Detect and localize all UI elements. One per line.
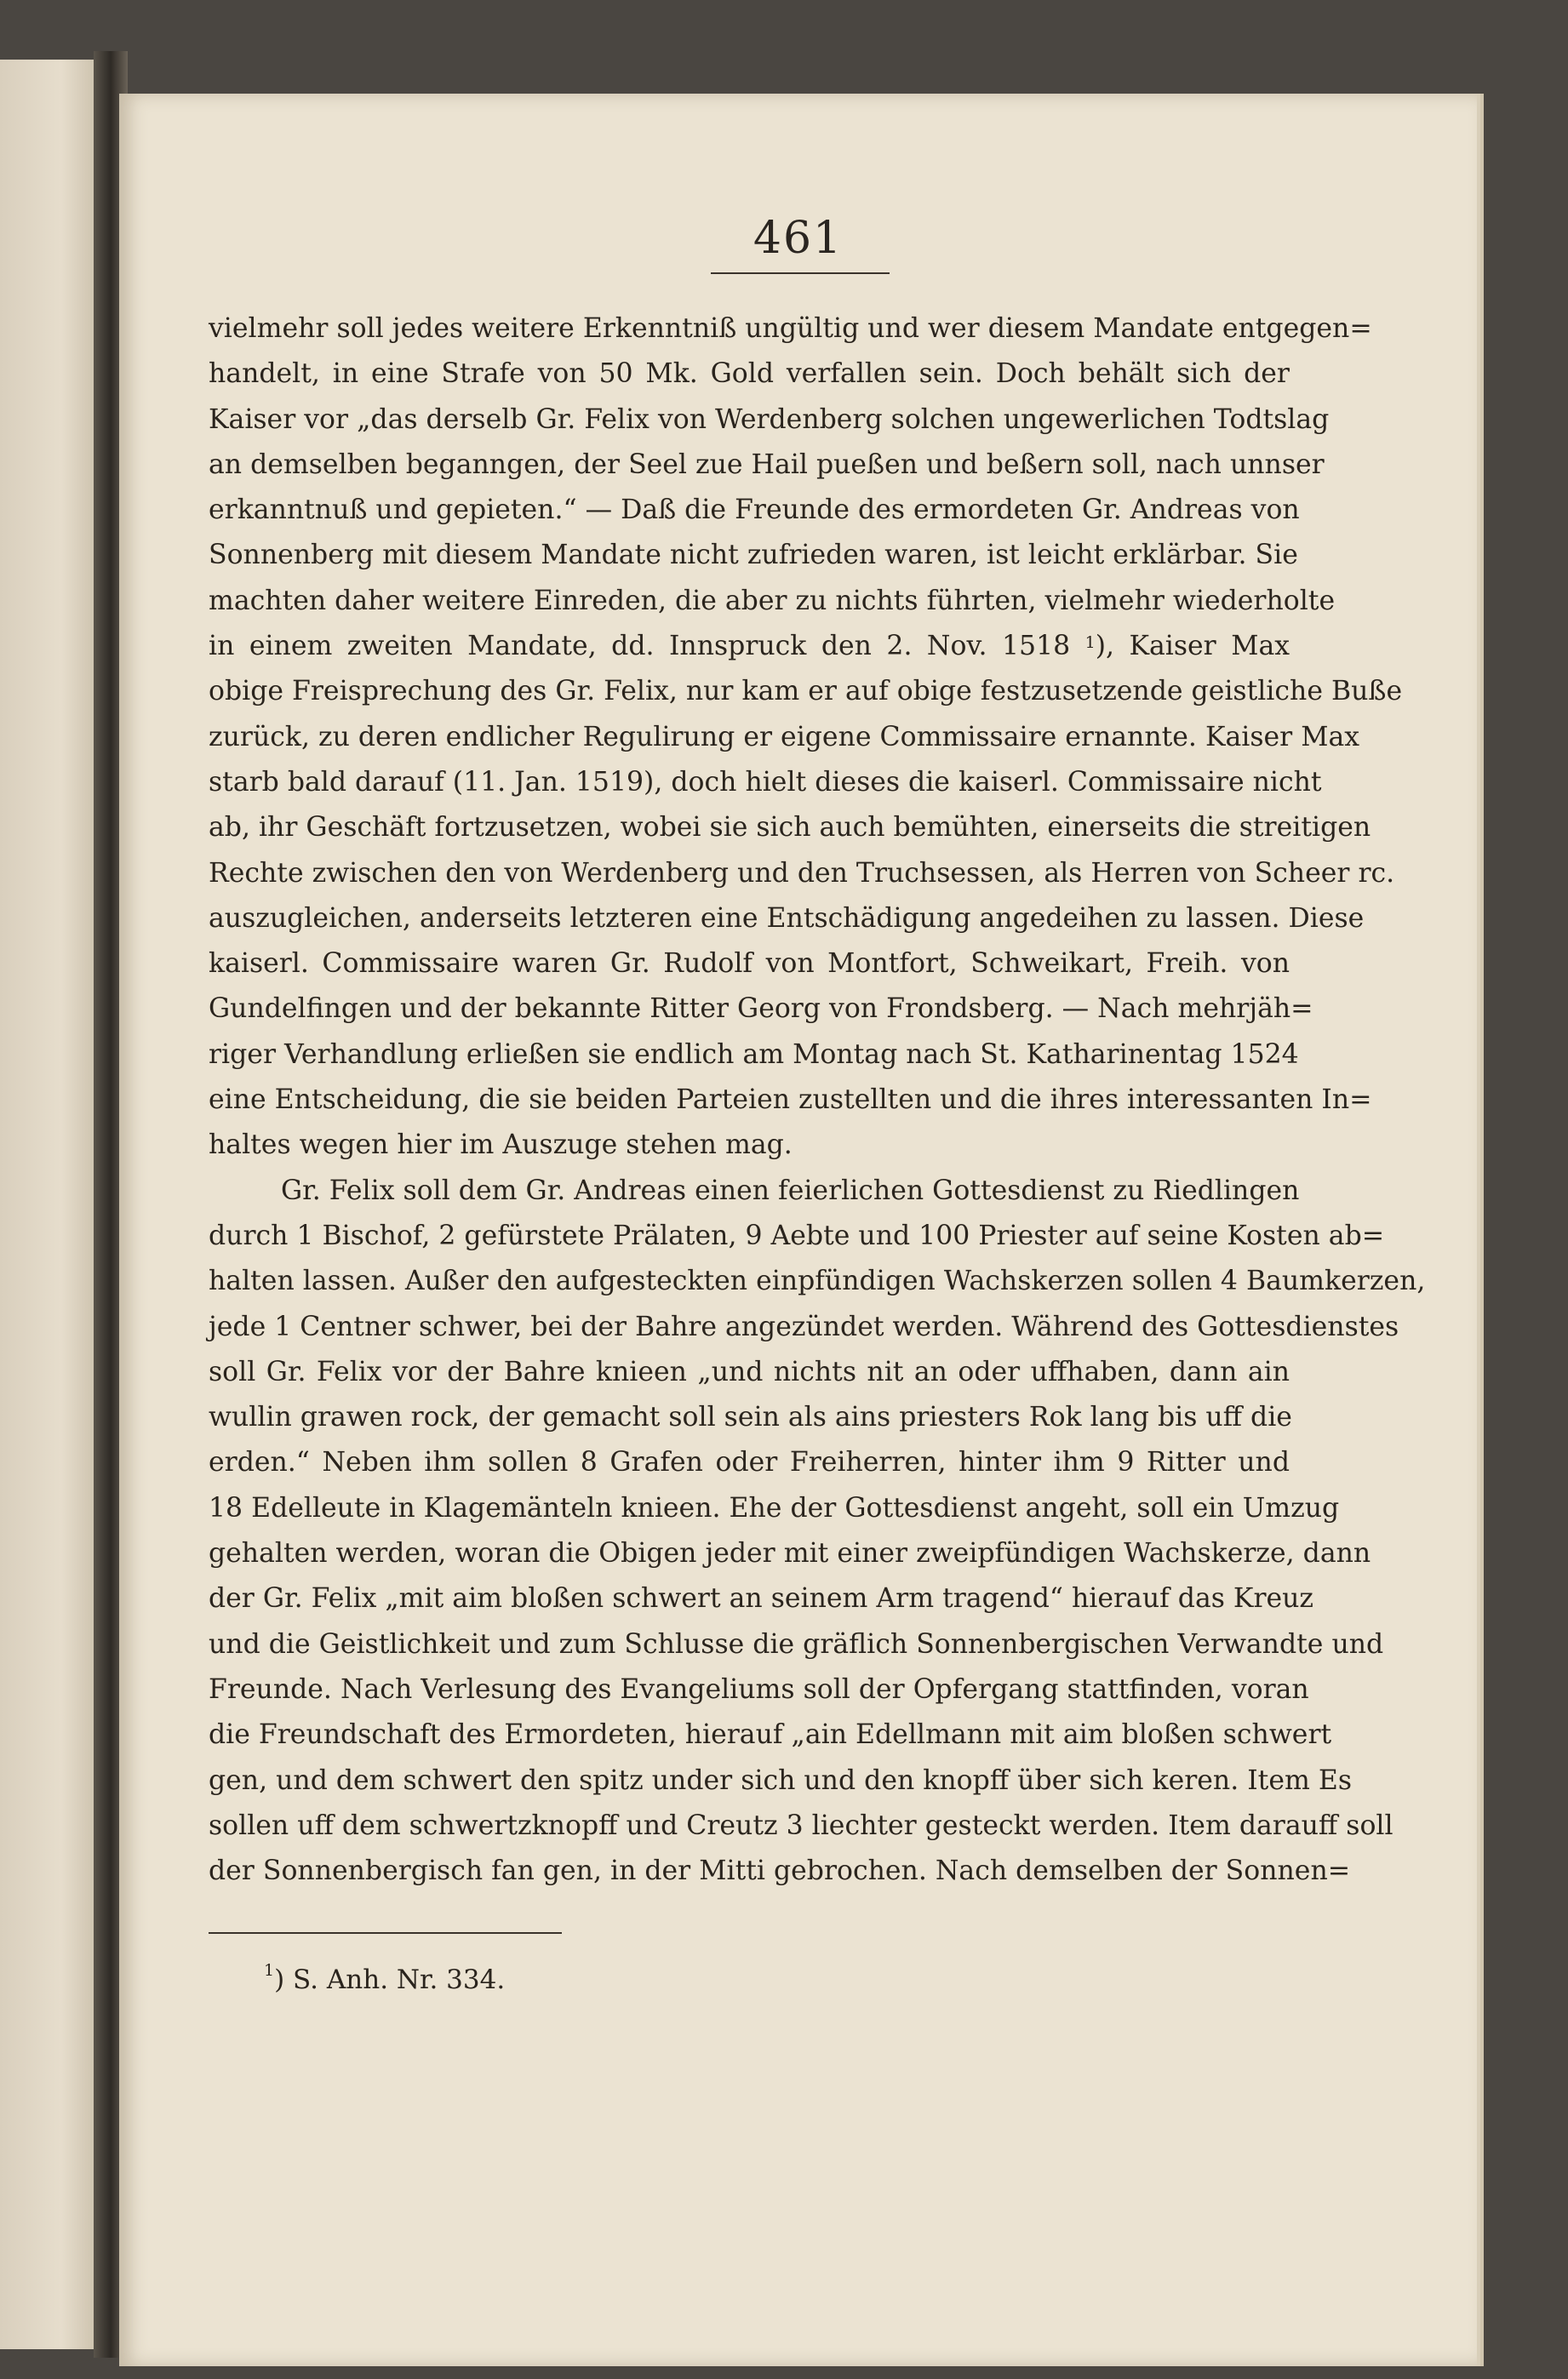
- text-line: soll Gr. Felix vor der Bahre knieen „und nichts nit an oder uffhaben, dann ain: [209, 1356, 1290, 1387]
- text-line: auszugleichen, anderseits letzteren eine Entschädigung angedeihen zu lassen. Diese: [209, 902, 1365, 934]
- text-line: ab, ihr Geschäft fortzusetzen, wobei sie sich auch bemühten, einerseits die streitigen: [209, 812, 1371, 844]
- text-line: haltes wegen hier im Auszuge stehen mag.: [209, 1129, 793, 1161]
- text-line: und die Geistlichkeit und zum Schlusse die gräflich Sonnenbergischen Verwandte und: [209, 1628, 1384, 1660]
- text-line: zurück, zu deren endlicher Regulirung er eigene Commissaire ernannte. Kaiser Max: [209, 721, 1360, 752]
- text-line: obige Freisprechung des Gr. Felix, nur kam er auf obige festzusetzende geistliche Buße: [209, 676, 1403, 707]
- header-rule: [711, 272, 890, 274]
- text-line: erkanntnuß und gepieten.“ — Daß die Freunde des ermordeten Gr. Andreas von: [209, 495, 1300, 526]
- text-line: jede 1 Centner schwer, bei der Bahre angezündet werden. Während des Gottesdienstes: [209, 1311, 1399, 1342]
- text-line-tail: ), Kaiser Max: [1095, 631, 1290, 662]
- text-line: kaiserl. Commissaire waren Gr. Rudolf von Montfort, Schweikart, Freih. von: [209, 948, 1290, 980]
- text-line: die Freundschaft des Ermordeten, hierauf „ain Edellmann mit aim bloßen schwert: [209, 1719, 1332, 1751]
- page-number: 461: [753, 213, 844, 264]
- footnote-marker: 1: [264, 1961, 275, 1980]
- text-line-head: in einem zweiten Mandate, dd. Innspruck den 2. Nov. 1518: [209, 631, 1071, 662]
- text-line: machten daher weitere Einreden, die aber zu nichts führten, vielmehr wiederholte: [209, 585, 1336, 616]
- footnote-rule: [209, 1932, 562, 1934]
- text-line: Gr. Felix soll dem Gr. Andreas einen feierlichen Gottesdienst zu Riedlingen: [281, 1175, 1300, 1206]
- text-line: der Sonnenbergisch fan gen, in der Mitti gebrochen. Nach demselben der Sonnen=: [209, 1856, 1351, 1887]
- text-line: Gundelfingen und der bekannte Ritter Georg von Frondsberg. — Nach mehrjäh=: [209, 993, 1313, 1025]
- footnote-text: ) S. Anh. Nr. 334.: [274, 1964, 506, 1995]
- text-line: 18 Edelleute in Klagemänteln knieen. Ehe der Gottesdienst angeht, soll ein Umzug: [209, 1492, 1340, 1524]
- left-page-edge: [0, 60, 102, 2349]
- text-line: der Gr. Felix „mit aim bloßen schwert an seinem Arm tragend“ hierauf das Kreuz: [209, 1583, 1314, 1615]
- text-line: Sonnenberg mit diesem Mandate nicht zufrieden waren, ist leicht erklärbar. Sie: [209, 540, 1298, 571]
- text-line: starb bald darauf (11. Jan. 1519), doch hielt dieses die kaiserl. Commissaire nicht: [209, 766, 1322, 798]
- text-line: vielmehr soll jedes weitere Erkenntniß ungültig und wer diesem Mandate entgegen=: [209, 313, 1372, 344]
- text-line: an demselben beganngen, der Seel zue Hail pueßen und beßern soll, nach unnser: [209, 449, 1325, 480]
- text-line: halten lassen. Außer den aufgesteckten einpfündigen Wachskerzen sollen 4 Baumkerzen,: [209, 1266, 1426, 1297]
- text-line: handelt, in eine Strafe von 50 Mk. Gold verfallen sein. Doch behält sich der: [209, 358, 1290, 390]
- text-line: riger Verhandlung erließen sie endlich am Montag nach St. Katharinentag 1524: [209, 1038, 1299, 1070]
- text-line: Freunde. Nach Verlesung des Evangeliums soll der Opfergang stattfinden, voran: [209, 1673, 1309, 1705]
- text-line-with-footnote: [209, 624, 1290, 669]
- text-line: durch 1 Bischof, 2 gefürstete Prälaten, 9 Aebte und 100 Priester auf seine Kosten ab=: [209, 1220, 1385, 1251]
- text-line: wullin grawen rock, der gemacht soll sein als ains priesters Rok lang bis uff die: [209, 1402, 1292, 1433]
- footnote: [264, 1961, 506, 1995]
- text-line: sollen uff dem schwertzknopff und Creutz 3 liechter gesteckt werden. Item darauff soll: [209, 1810, 1393, 1841]
- text-line: eine Entscheidung, die sie beiden Parteien zustellten und die ihres interessanten In=: [209, 1084, 1372, 1116]
- footnote-reference: 1: [1084, 633, 1096, 653]
- body-text: [209, 306, 1426, 1894]
- text-line: gehalten werden, woran die Obigen jeder mit einer zweipfündigen Wachskerze, dann: [209, 1538, 1371, 1570]
- text-line: Kaiser vor „das derselb Gr. Felix von Werdenberg solchen ungewerlichen Todtslag: [209, 403, 1330, 435]
- book-page: [119, 94, 1477, 2366]
- text-line: gen, und dem schwert den spitz under sich und den knopff über sich keren. Item Es: [209, 1764, 1353, 1796]
- text-line: Rechte zwischen den von Werdenberg und den Truchsessen, als Herren von Scheer rc.: [209, 857, 1395, 889]
- text-line: erden.“ Neben ihm sollen 8 Grafen oder Freiherren, hinter ihm 9 Ritter und: [209, 1447, 1290, 1478]
